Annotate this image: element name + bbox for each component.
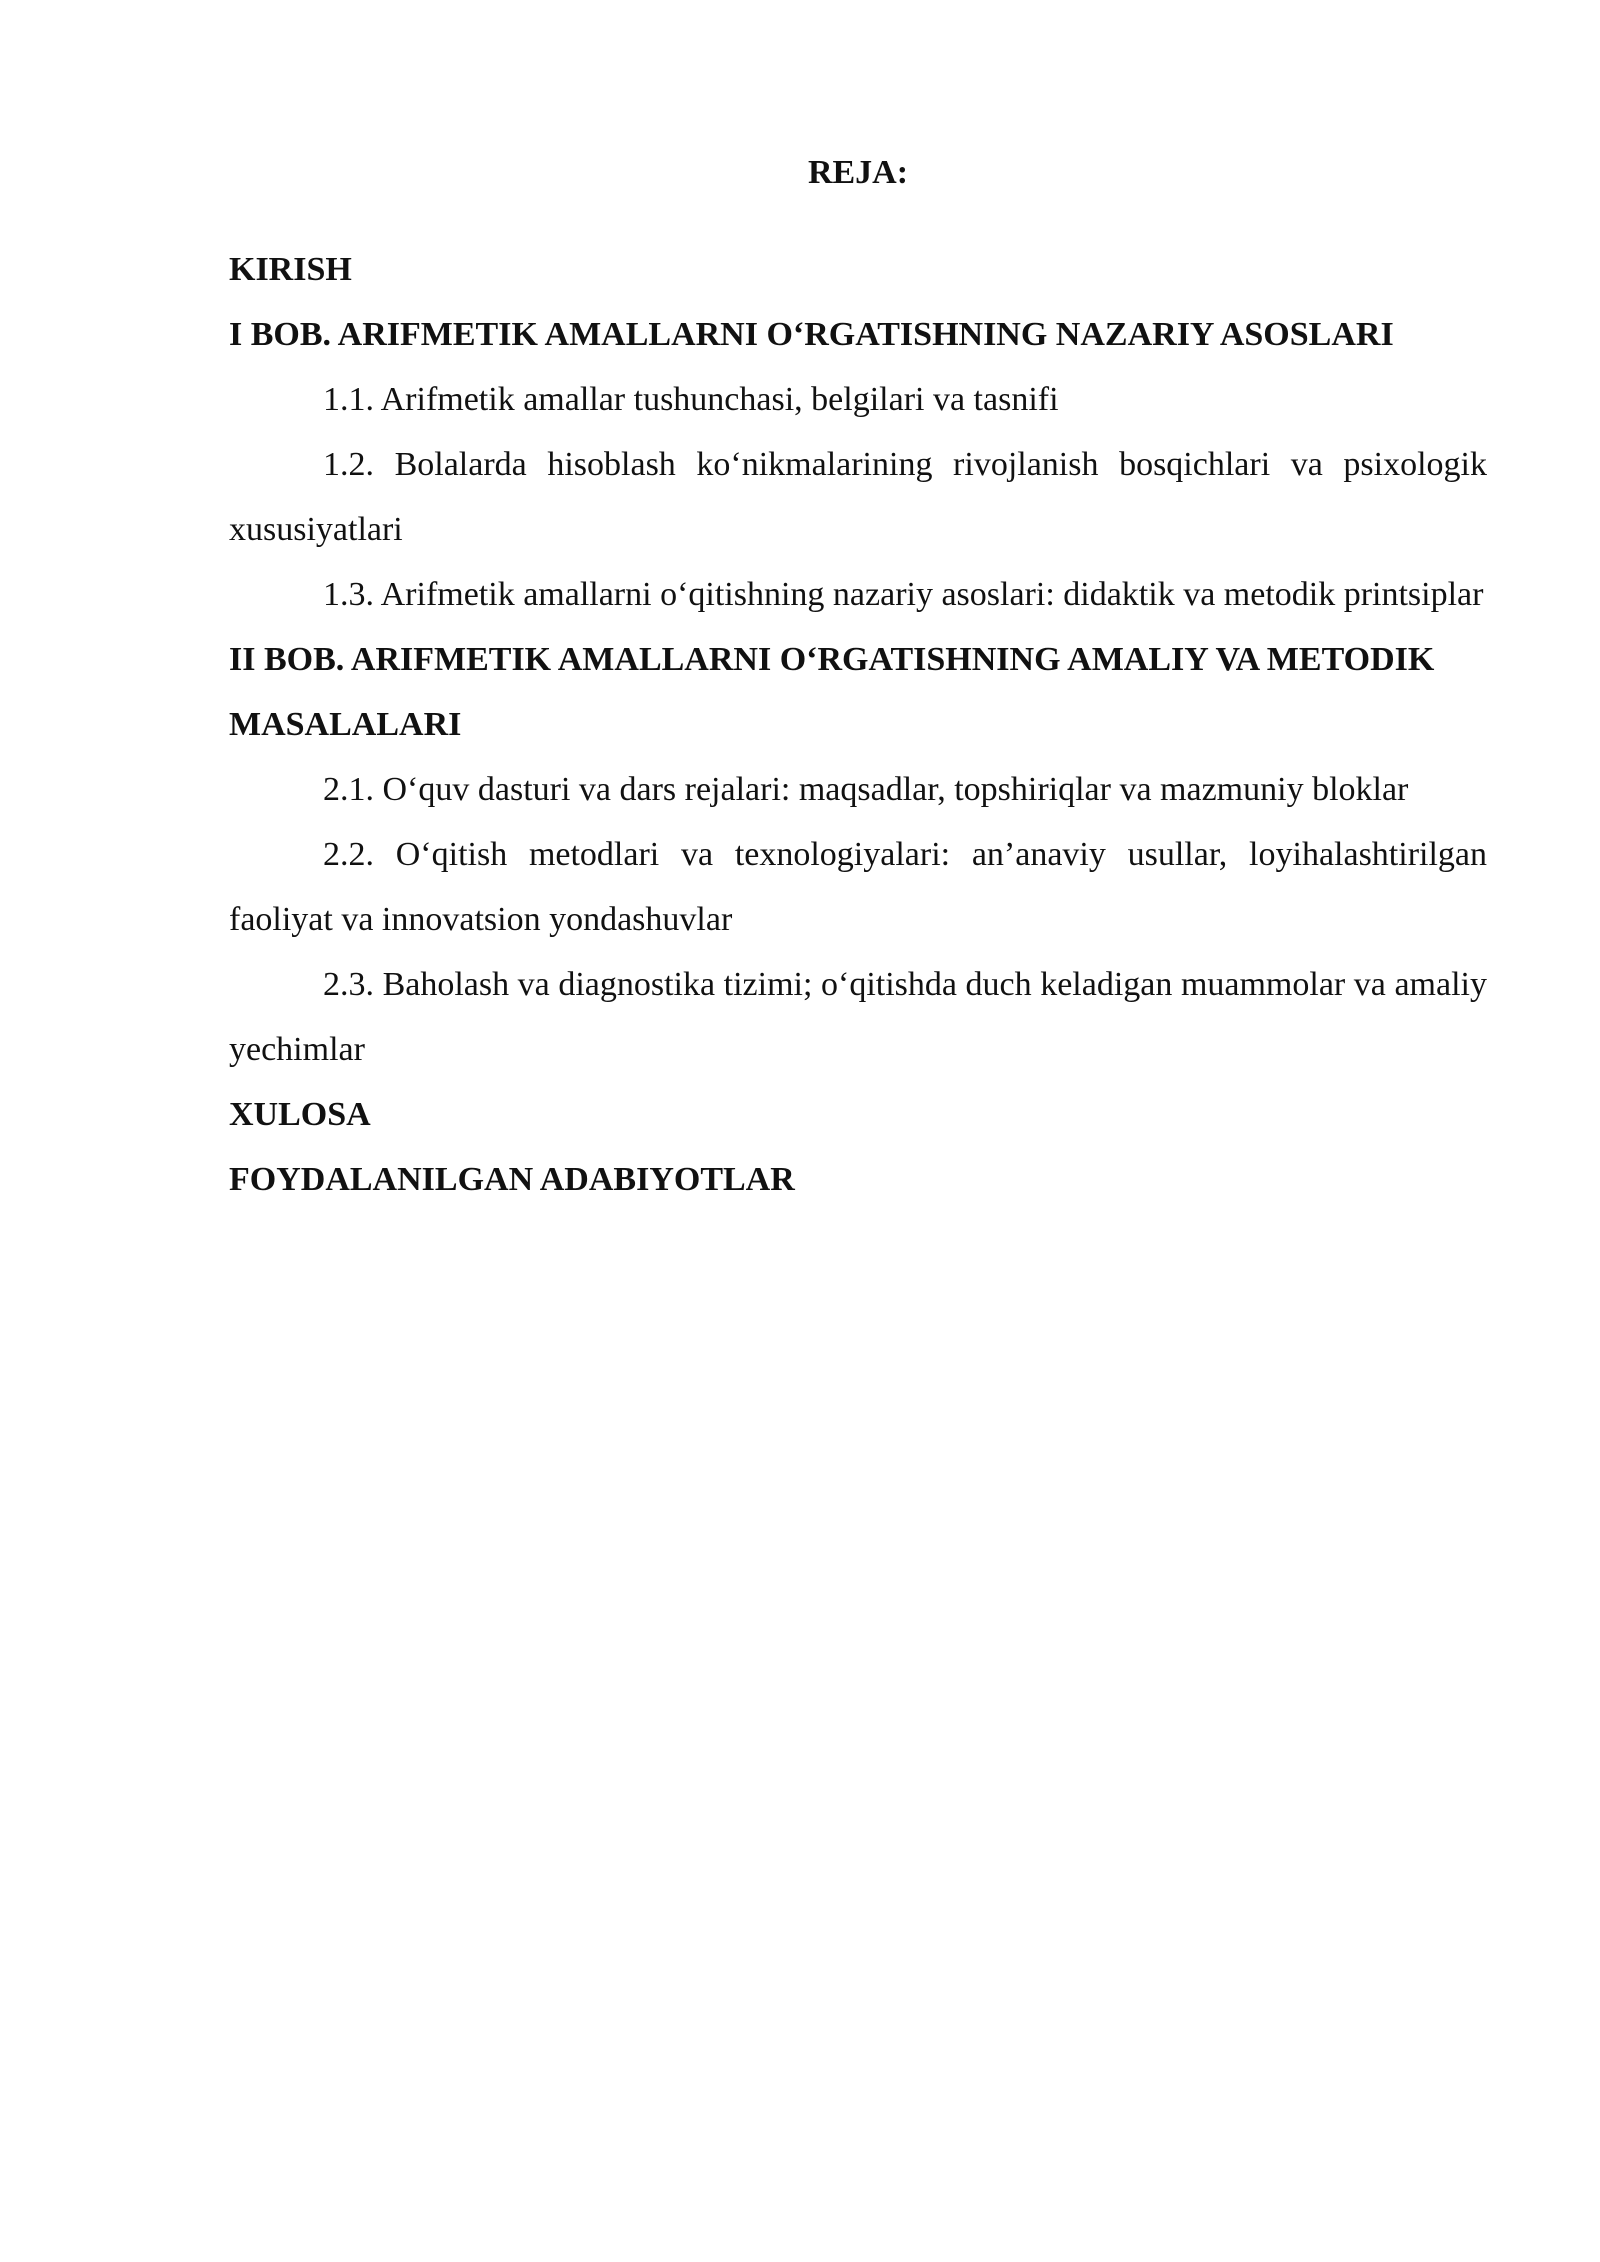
toc-item-1-3: 1.3. Arifmetik amallarni o‘qitishning nazariy asoslari: didaktik va metodik printsiplar — [323, 576, 1484, 613]
toc-heading-intro: KIRISH — [229, 251, 352, 288]
toc-heading-references: FOYDALANILGAN ADABIYOTLAR — [229, 1161, 795, 1198]
toc-item-1-1: 1.1. Arifmetik amallar tushunchasi, belgilari va tasnifi — [323, 381, 1059, 418]
toc-heading-chapter-1: I BOB. ARIFMETIK AMALLARNI O‘RGATISHNING NAZARIY ASOSLARI — [229, 316, 1394, 353]
title-spacer — [229, 205, 1487, 237]
toc-item-2-3: 2.3. Baholash va diagnostika tizimi; o‘qitishda duch keladigan muammolar va amaliy yechimlar — [229, 966, 1487, 1068]
page-title: REJA: — [807, 154, 909, 191]
toc-item-2-2: 2.2. O‘qitish metodlari va texnologiyalari: an’anaviy usullar, loyihalashtirilgan faoliyat va innovatsion yondashuvlar — [229, 836, 1487, 938]
toc-item-2-1: 2.1. O‘quv dasturi va dars rejalari: maqsadlar, topshiriqlar va mazmuniy bloklar — [323, 771, 1409, 808]
toc-heading-chapter-2: II BOB. ARIFMETIK AMALLARNI O‘RGATISHNING AMALIY VA METODIK MASALALARI — [229, 641, 1435, 743]
toc-item-1-2: 1.2. Bolalarda hisoblash ko‘nikmalarining rivojlanish bosqichlari va psixologik xususiyatlari — [229, 446, 1487, 548]
table-of-contents — [229, 140, 1487, 1212]
toc-heading-conclusion: XULOSA — [229, 1096, 371, 1133]
